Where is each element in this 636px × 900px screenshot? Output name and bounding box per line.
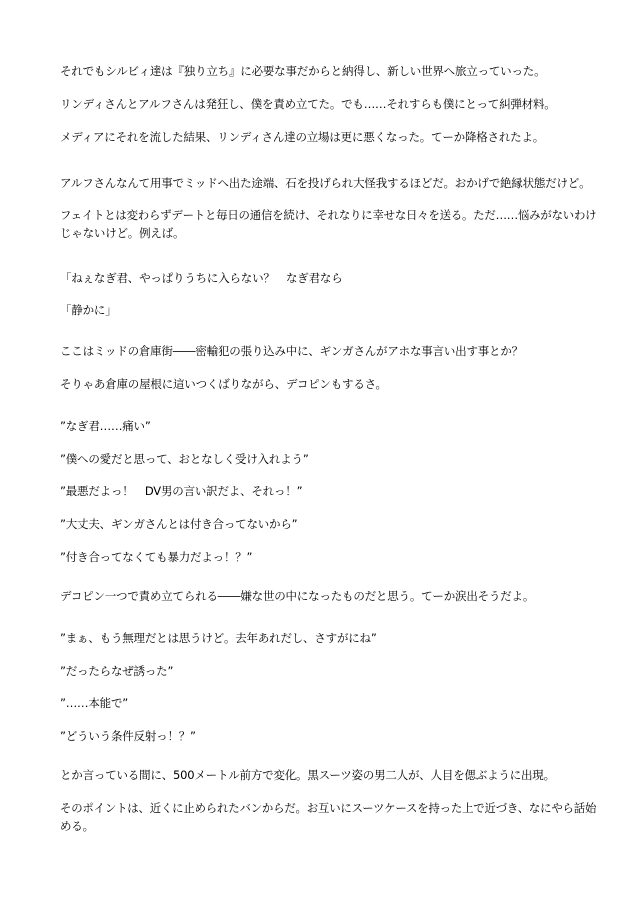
dialogue-line: ”……本能で” [60,696,129,710]
dialogue-line: ”付き合ってなくても暴力だよっ！？” [60,550,253,564]
paragraph-line: リンディさんとアルフさんは発狂し、僕を責め立てた。でも……それすらも僕にとって糾弾材料。 [60,97,556,111]
paragraph-line: フェイトとは変わらずデートと毎日の通信を続け、それなりに幸せな日々を送る。ただ……悩みがないわけ [60,208,597,222]
dialogue-line: ”まぁ、もう無理だとは思うけど。去年あれだし、さすがにね” [60,631,377,645]
paragraph-line: とか言っている間に、500メートル前方で変化。黒スーツ姿の男二人が、人目を偲ぶように出現。 [60,768,555,782]
dialogue-line: 「ねぇなぎ君、やっぱりうちに入らない？ なぎ君なら [60,271,343,285]
dialogue-line: ”大丈夫、ギンガさんとは付き合ってないから” [60,517,298,531]
paragraph-line: める。 [60,819,94,833]
dialogue-line: ”なぎ君……痛い” [60,419,151,433]
paragraph-line: アルフさんなんて用事でミッドへ出た途端、石を投げられ大怪我するほどだ。おかげで絶縁状態だけど。 [60,176,591,190]
paragraph-line: メディアにそれを流した結果、リンディさん達の立場は更に悪くなった。てーか降格されたよ。 [60,130,545,144]
paragraph-line: そのポイントは、近くに止められたバンからだ。お互いにスーツケースを持った上で近づき、なにやら話始 [60,801,597,815]
paragraph-line: それでもシルビィ達は『独り立ち』に必要な事だからと納得し、新しい世界へ旅立っていった。 [60,64,546,78]
paragraph-line: そりゃあ倉庫の屋根に這いつくばりながら、デコピンもするさ。 [60,377,387,391]
dialogue-line: ”だったらなぜ誘った” [60,664,174,678]
paragraph-line: じゃないけど。例えば。 [60,226,185,240]
dialogue-line: ”最悪だよっ！ DV男の言い訳だよ、それっ！” [60,484,303,498]
dialogue-line: ”どういう条件反射っ！？” [60,729,196,743]
paragraph-line: ここはミッドの倉庫街――密輸犯の張り込み中に、ギンガさんがアホな事言い出す事とか？ [60,344,523,358]
paragraph-line: デコピン一つで責め立てられる――嫌な世の中になったものだと思う。てーか涙出そうだよ。 [60,589,535,603]
dialogue-line: ”僕への愛だと思って、おとなしく受け入れよう” [60,452,309,466]
dialogue-line: 「静かに」 [60,303,117,317]
